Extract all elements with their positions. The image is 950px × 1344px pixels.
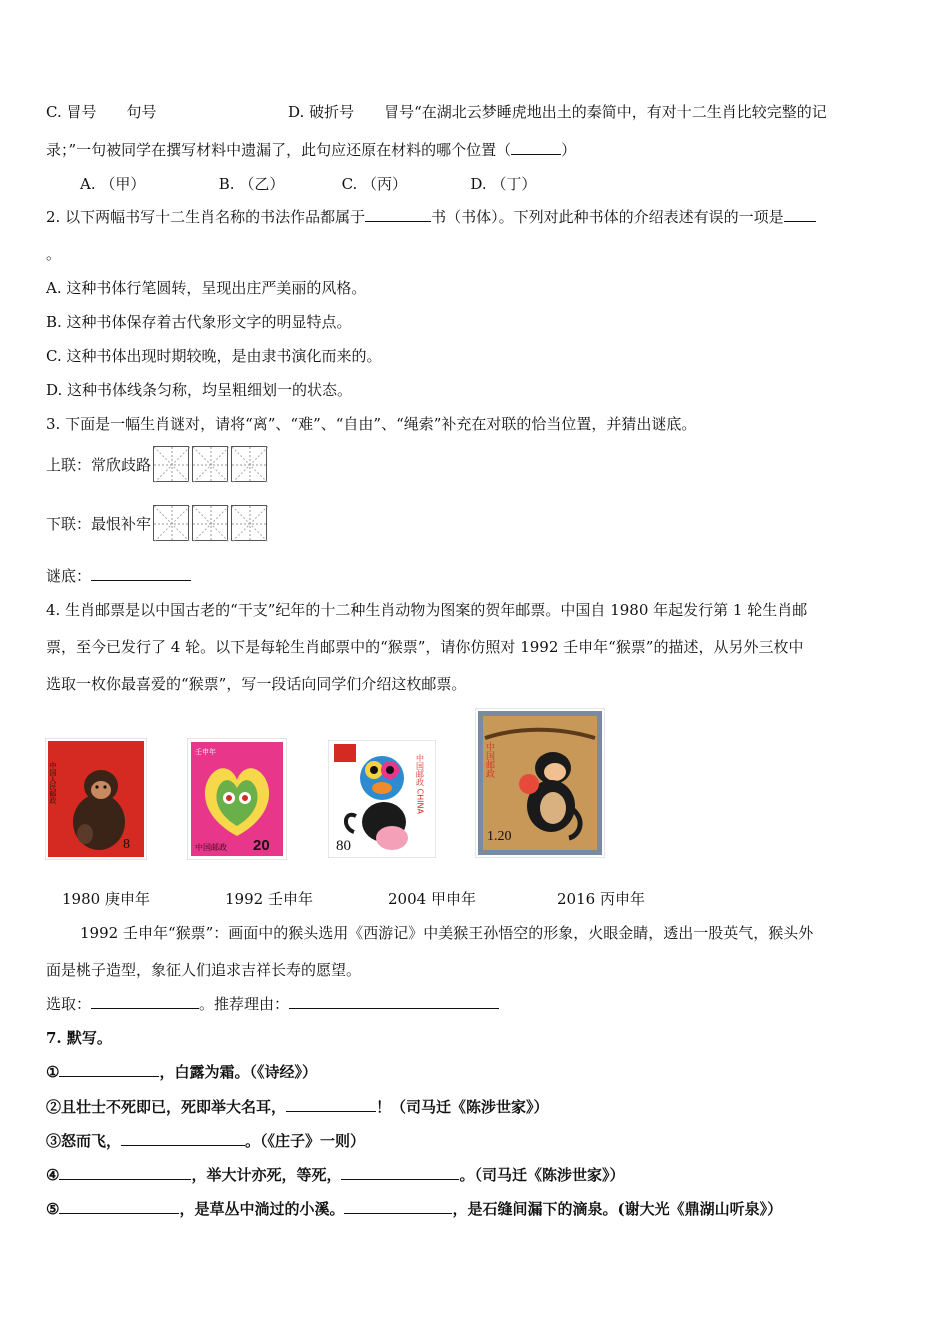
- q4-line3: 选取一枚你最喜爱的“猴票”，写一段话向同学们介绍这枚邮票。: [46, 675, 467, 693]
- dictation-item-4: ④ ，举大计亦死，等死， 。（司马迁《陈涉世家》）: [46, 1166, 625, 1184]
- q4-line2: 票，至今已发行了 4 轮。以下是每轮生肖邮票中的“猴票”，请你仿照对 1992 壬申年“猴票”的描述，从另外三枚中: [46, 638, 804, 656]
- choice-b[interactable]: B. （乙）: [218, 175, 285, 193]
- pick-and-reason: 选取： 。推荐理由：: [46, 994, 499, 1014]
- pick-blank[interactable]: [91, 994, 199, 1009]
- q7-title: 7. 默写。: [46, 1029, 112, 1047]
- answer-blank[interactable]: [365, 207, 431, 222]
- stamp-2004: [328, 740, 436, 858]
- answer-blank[interactable]: [59, 1199, 179, 1214]
- stamp-issuer: 中国人民邮政: [49, 762, 57, 804]
- q4-line1: 4. 生肖邮票是以中国古老的“干支”纪年的十二种生肖动物为图案的贺年邮票。中国自 1980 年起发行第 1 轮生肖邮: [46, 601, 808, 619]
- answer-blank[interactable]: [286, 1097, 376, 1112]
- q2-option-a[interactable]: A. 这种书体行笔圆转，呈现出庄严美丽的风格。: [46, 279, 367, 297]
- q2-end: 。: [46, 245, 62, 263]
- tian-zi-cell[interactable]: [231, 505, 267, 541]
- stamp-face-value: 1.20: [487, 829, 512, 844]
- riddle-answer: 谜底：: [46, 566, 191, 586]
- answer-blank[interactable]: [511, 140, 561, 155]
- q2-option-b[interactable]: B. 这种书体保存着古代象形文字的明显特点。: [46, 313, 352, 331]
- q2-option-c[interactable]: C. 这种书体出现时期较晚，是由隶书演化而来的。: [46, 347, 382, 365]
- answer-blank[interactable]: [121, 1131, 245, 1146]
- q1-question-cont: 录；”一句被同学在撰写材料中遗漏了，此句应还原在材料的哪个位置（ ）: [46, 141, 577, 159]
- stamp-face-value: 8: [123, 837, 130, 852]
- reason-blank[interactable]: [289, 994, 499, 1009]
- stamp-caption-2016: 2016 丙申年: [557, 890, 645, 908]
- q3-question: 3. 下面是一幅生肖谜对，请将“离”、“难”、“自由”、“绳索”补充在对联的恰当位置，并猜出谜底。: [46, 415, 697, 433]
- tian-zi-cell[interactable]: [153, 505, 189, 541]
- stamp-face-value: 20: [253, 837, 270, 854]
- dictation-item-3: ③怒而飞， 。（《庄子》一则）: [46, 1132, 366, 1150]
- answer-blank[interactable]: [784, 207, 816, 222]
- q1-options-cd: C. 冒号 句号 D. 破折号 冒号“在湖北云梦睡虎地出土的秦简中，有对十二生肖比较完整的记: [46, 103, 827, 121]
- stamp-caption-1980: 1980 庚申年: [62, 890, 150, 908]
- answer-blank[interactable]: [344, 1199, 452, 1214]
- example-desc-2: 面是桃子造型，象征人们追求吉祥长寿的愿望。: [46, 961, 362, 979]
- answer-blank[interactable]: [91, 566, 191, 581]
- svg-text:壬申年: 壬申年: [195, 748, 216, 756]
- stamp-1980: [45, 738, 147, 860]
- tian-zi-cell[interactable]: [192, 505, 228, 541]
- stamp-caption-2004: 2004 甲申年: [388, 890, 476, 908]
- example-desc-1: 1992 壬申年“猴票”：画面中的猴头选用《西游记》中美猴王孙悟空的形象，火眼金睛，透出一股英气，猴头外: [80, 924, 814, 942]
- tian-zi-cell[interactable]: [153, 446, 189, 482]
- tian-zi-cell[interactable]: [192, 446, 228, 482]
- stamp-issuer: 中国邮政: [484, 742, 494, 778]
- upper-couplet: 上联：常欣歧路: [46, 446, 270, 482]
- choice-a[interactable]: A. （甲）: [80, 175, 146, 193]
- q1-choices: [80, 174, 536, 194]
- lower-couplet: 下联：最恨补牢: [46, 505, 270, 541]
- answer-blank[interactable]: [59, 1062, 159, 1077]
- choice-d[interactable]: D. （丁）: [470, 175, 537, 193]
- stamp-issuer: 中国邮政: [195, 843, 227, 852]
- tian-zi-cell[interactable]: [231, 446, 267, 482]
- stamp-face-value: 80: [336, 838, 351, 854]
- choice-c[interactable]: C. （丙）: [341, 175, 408, 193]
- q2-question: 2. 以下两幅书写十二生肖名称的书法作品都属于 书（书体）。下列对此种书体的介绍表述有误的一项是: [46, 207, 816, 227]
- answer-blank[interactable]: [59, 1165, 191, 1180]
- stamp-2016: [475, 708, 605, 858]
- answer-blank[interactable]: [341, 1165, 459, 1180]
- dictation-item-1: ① ，白露为霜。（《诗经》）: [46, 1063, 317, 1081]
- dictation-item-2: ②且壮士不死即已，死即举大名耳， ！（司马迁《陈涉世家》）: [46, 1098, 549, 1116]
- stamp-caption-1992: 1992 壬申年: [225, 890, 313, 908]
- stamp-issuer: 中国邮政 CHINA: [415, 754, 425, 814]
- dictation-item-5: ⑤ ，是草丛中淌过的小溪。 ，是石缝间漏下的滴泉。(谢大光《鼎湖山听泉》）: [46, 1200, 783, 1218]
- stamp-1992: [187, 738, 287, 860]
- q2-option-d[interactable]: D. 这种书体线条匀称，均呈粗细划一的状态。: [46, 381, 353, 399]
